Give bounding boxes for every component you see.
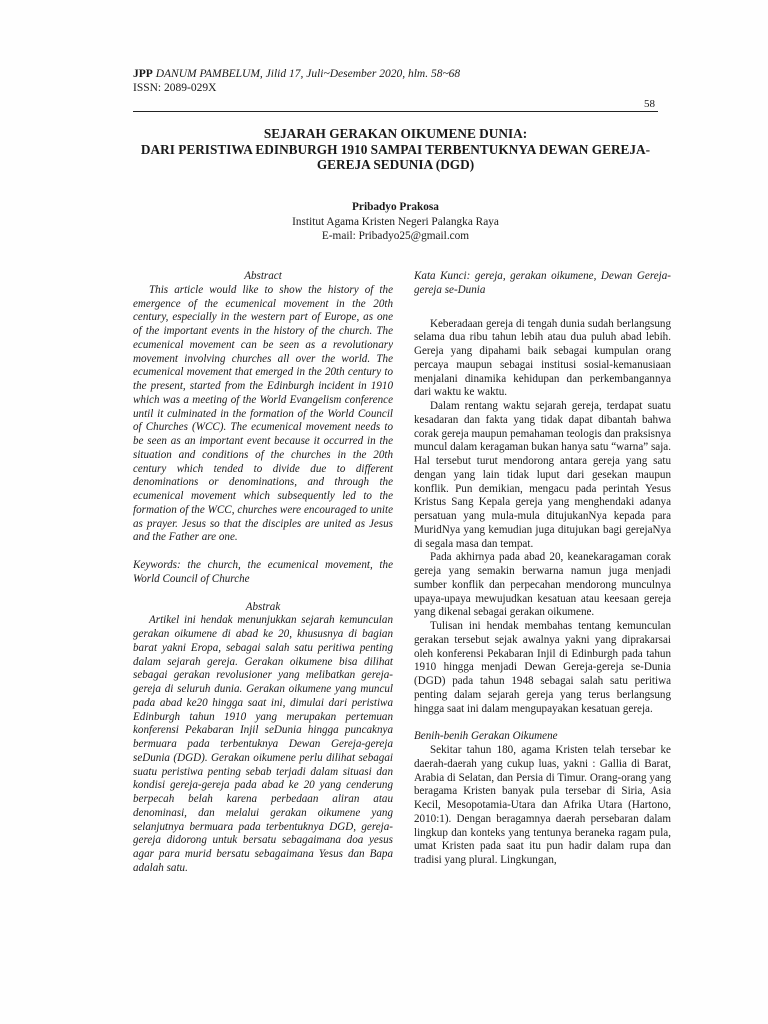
title-line-2: DARI PERISTIWA EDINBURGH 1910 SAMPAI TERBENTUKNYA DEWAN GEREJA-	[140, 141, 651, 157]
abstract-en-heading: Abstract	[244, 270, 282, 282]
body-paragraph: Keberadaan gereja di tengah dunia sudah berlangsung selama dua ribu tahun lebih atau dua puluh abad lebih. Gereja yang dipahami baik sebagai kumpulan orang percaya maupun sebagai institusi sosial-kemanusiaan menjalani dinamika kehidupan dan perkembangannya dari waktu ke waktu.	[414, 317, 671, 399]
body-paragraph: Tulisan ini hendak membahas tentang kemunculan gerakan tersebut sejak awalnya yakni yang diprakarsai oleh konferensi Pekabaran Injil di Edinburgh pada tahun 1910 hingga menjadi Dewan Gereja-gereja se-Dunia (DGD) pada tahun 1948 sebagai salah satu peritiwa penting dalam sejarah gereja yang terus berlangsung hingga saat ini dalam mengupayakan kesatuan gereja.	[414, 620, 671, 715]
journal-citation-line	[133, 67, 460, 81]
left-column	[133, 270, 393, 876]
abstract-id-heading: Abstrak	[245, 600, 281, 613]
abstract-en-body: This article would like to show the history of the emergence of the ecumenical movement in the 20th century, especially in the western part of Europe, as one of the important events in the history of the church. The ecumenical movement can be seen as a revolutionary movement involving churches all over the world. The ecumenical movement that emerged in the 20th century to the present, started from the Edinburgh incident in 1910 which was a meeting of the World Evangelism conference until it culminated in the formation of the World Council of Churches (WCC). The ecumenical movement needs to be seen as an important event because it occurred in the situation and conditions of the churches in the 20th century which tended to divide due to different denominations or denominations, and through the ecumenical movement which subsequently led to the formation of the WCC, churches were encouraged to unite as prayer. Jesus so that the disciples are united as Jesus and the Father are one.	[133, 283, 393, 544]
journal-issn: ISSN: 2089-029X	[133, 82, 217, 94]
keywords-en: Keywords: the church, the ecumenical movement, the World Council of Churche	[133, 559, 393, 585]
author-affiliation: Institut Agama Kristen Negeri Palangka Raya	[292, 215, 499, 228]
right-column	[414, 270, 671, 868]
journal-header	[133, 67, 460, 95]
section-heading: Benih-benih Gerakan Oikumene	[414, 730, 558, 743]
author-email: E-mail: Pribadyo25@gmail.com	[321, 230, 470, 242]
kata-kunci: Kata Kunci: gereja, gerakan oikumene, Dewan Gereja-gereja se-Dunia	[414, 270, 671, 296]
author-block	[133, 200, 658, 244]
body-paragraph: Pada akhirnya pada abad 20, keanekaragaman corak gereja yang semakin berwarna namun juga menjadi sumber konflik dan perpecahan mendorong munculnya upaya-upaya mewujudkan kesatuan atau keesaan gereja yang dikenal sebagai gerakan oikumene.	[414, 551, 671, 619]
article-title	[133, 126, 658, 173]
title-line-1: SEJARAH GERAKAN OIKUMENE DUNIA:	[263, 126, 528, 141]
header-rule	[133, 111, 658, 112]
body-paragraph: Dalam rentang waktu sejarah gereja, terdapat suatu kesadaran dan fakta yang tidak dapat dibantah bahwa corak gereja maupun pemahaman teologis dan praksisnya muncul dalam keragaman bukan hanya satu “warna” saja. Hal tersebut turut mendorong antara gereja yang satu dengan yang lain tidak luput dari gesekan maupun konflik. Pun demikian, mengacu pada perintah Yesus Kristus Sang Kepala gereja yang menghendaki adanya persatuan yang mula-mula ditujukanNya kepada para MuridNya yang kemudian juga ditujukan bagi gerejaNya di segala masa dan tempat.	[414, 400, 671, 550]
journal-citation: DANUM PAMBELUM, Jilid 17, Juli~Desember 2020, hlm. 58~68	[155, 68, 461, 80]
page-number: 58	[644, 98, 655, 110]
title-line-3: GEREJA SEDUNIA (DGD)	[316, 157, 475, 172]
author-name: Pribadyo Prakosa	[352, 201, 439, 213]
body-paragraph: Sekitar tahun 180, agama Kristen telah tersebar ke daerah-daerah yang cukup luas, yakni : Gallia di Barat, Arabia di Selatan, dan Persia di Timur. Orang-orang yang beragama Kristen banyak pula tersebar di Siria, Asia Kecil, Mesopotamia-Utara dan Afrika Utara (Hartono, 2010:1). Dengan beragamnya daerah persebaran dalam lingkup dan konteks yang tentunya beraneka ragam pula, umat Kristen pada saat itu pun hadir dalam rupa dan tradisi yang plural. Lingkungan,	[414, 744, 671, 866]
abstract-id-body: Artikel ini hendak menunjukkan sejarah kemunculan gerakan oikumene di abad ke 20, khususnya di bagian barat yakni Eropa, sebagai salah satu peritiwa penting dalam sejarah gereja. Gerakan oikumene bisa dilihat sebagai gerakan revolusioner yang melibatkan gereja-gereja di seluruh dunia. Gerakan oikumene yang muncul pada abad ke20 hingga saat ini, dimulai dari peristiwa Edinburgh tahun 1910 yang merupakan pertemuan konferensi Pekabaran Injil seDunia hingga puncaknya bermuara pada terbentuknya Dewan Gereja-gereja seDunia (DGD). Gerakan oikumene perlu dilihat sebagai suatu peristiwa penting sebab terjadi dalam situasi dan kondisi gereja-gereja pada abad ke 20 yang cenderung berpecah belah karena perbedaan aliran atau denominasi, dan melalui gerakan oikumene yang selanjutnya bermuara pada terbentuknya DGD, gereja-gereja didorong untuk bersatu sebagaimana doa yesus agar para murid bersatu sebagaimana Yesus dan Bapa adalah satu.	[133, 614, 393, 874]
journal-abbr: JPP	[133, 68, 153, 80]
